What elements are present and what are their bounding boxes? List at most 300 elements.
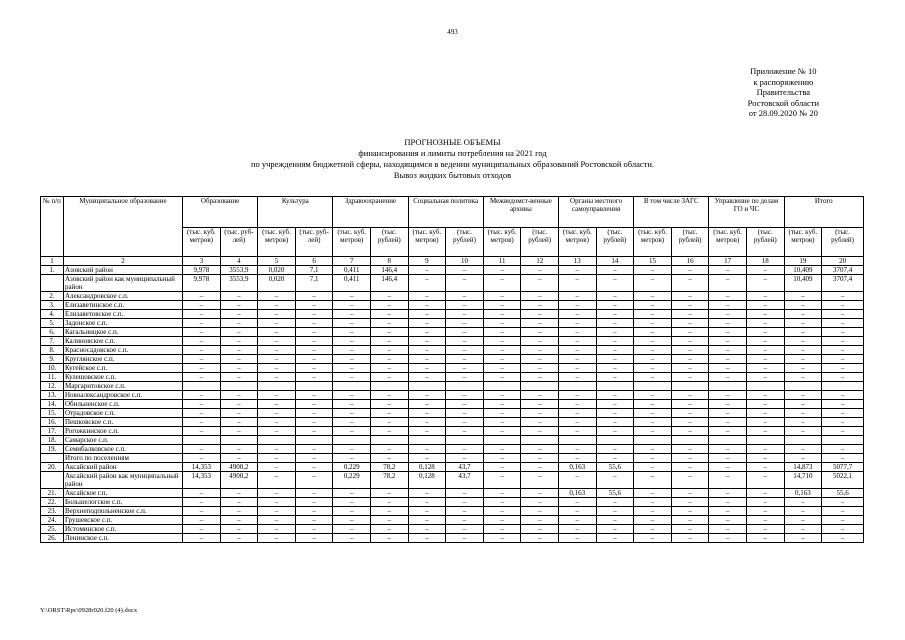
value-cell: – bbox=[446, 319, 484, 328]
value-cell: – bbox=[446, 355, 484, 364]
municipality-name: Самарское с.п. bbox=[63, 436, 182, 445]
row-number: 24. bbox=[41, 516, 64, 525]
value-cell: – bbox=[746, 355, 784, 364]
value-cell: – bbox=[183, 400, 221, 409]
value-cell: – bbox=[634, 525, 672, 534]
data-table bbox=[40, 196, 864, 543]
value-cell: – bbox=[784, 373, 822, 382]
value-cell: – bbox=[183, 418, 221, 427]
value-cell: – bbox=[408, 507, 446, 516]
header-unit: (тыс. рублей) bbox=[671, 228, 709, 257]
value-cell: – bbox=[220, 516, 258, 525]
value-cell bbox=[183, 436, 221, 445]
value-cell: – bbox=[183, 337, 221, 346]
value-cell: – bbox=[483, 534, 521, 543]
header-unit: (тыс. рублей) bbox=[446, 228, 484, 257]
row-number: 7. bbox=[41, 337, 64, 346]
header-column-number: 15 bbox=[634, 257, 672, 266]
value-cell: – bbox=[183, 328, 221, 337]
value-cell: – bbox=[634, 355, 672, 364]
value-cell: – bbox=[784, 454, 822, 463]
value-cell: – bbox=[446, 400, 484, 409]
value-cell: – bbox=[709, 275, 747, 292]
value-cell: – bbox=[408, 445, 446, 454]
value-cell: – bbox=[596, 516, 634, 525]
value-cell: 55,6 bbox=[822, 489, 864, 498]
value-cell: – bbox=[709, 463, 747, 472]
value-cell bbox=[558, 382, 596, 391]
header-group: Социальная политика bbox=[408, 197, 483, 228]
value-cell: – bbox=[371, 534, 409, 543]
value-cell: – bbox=[408, 275, 446, 292]
header-column-number: 19 bbox=[784, 257, 822, 266]
value-cell: – bbox=[671, 454, 709, 463]
value-cell: – bbox=[558, 346, 596, 355]
value-cell: – bbox=[634, 409, 672, 418]
value-cell: – bbox=[822, 454, 864, 463]
value-cell: – bbox=[709, 409, 747, 418]
value-cell: – bbox=[295, 534, 333, 543]
value-cell bbox=[408, 382, 446, 391]
municipality-name: Большелогское с.п. bbox=[63, 498, 182, 507]
value-cell: – bbox=[258, 445, 296, 454]
value-cell: – bbox=[709, 346, 747, 355]
value-cell: – bbox=[822, 534, 864, 543]
header-column-number: 10 bbox=[446, 257, 484, 266]
value-cell bbox=[784, 436, 822, 445]
value-cell: – bbox=[333, 409, 371, 418]
value-cell: – bbox=[333, 489, 371, 498]
value-cell: – bbox=[220, 454, 258, 463]
value-cell: – bbox=[371, 373, 409, 382]
title-line: финансирования и лимиты потребления на 2021 год bbox=[358, 148, 547, 158]
header-group: Культура bbox=[258, 197, 333, 228]
value-cell: – bbox=[521, 454, 559, 463]
value-cell: – bbox=[371, 454, 409, 463]
header-unit: (тыс. рублей) bbox=[521, 228, 559, 257]
value-cell: – bbox=[371, 355, 409, 364]
row-number: 20. bbox=[41, 463, 64, 472]
value-cell: 0,411 bbox=[333, 275, 371, 292]
value-cell: – bbox=[333, 355, 371, 364]
value-cell: – bbox=[521, 400, 559, 409]
table-row bbox=[41, 454, 864, 463]
value-cell: – bbox=[634, 275, 672, 292]
value-cell: – bbox=[558, 373, 596, 382]
value-cell: – bbox=[446, 364, 484, 373]
table-row bbox=[41, 373, 864, 382]
value-cell: – bbox=[671, 418, 709, 427]
value-cell: – bbox=[558, 525, 596, 534]
value-cell: – bbox=[671, 498, 709, 507]
header-unit: (тыс. руб-лей) bbox=[220, 228, 258, 257]
value-cell: – bbox=[258, 400, 296, 409]
value-cell: – bbox=[634, 301, 672, 310]
header-column-number: 14 bbox=[596, 257, 634, 266]
header-column-number: 8 bbox=[371, 257, 409, 266]
appendix-line: Правительства bbox=[756, 87, 811, 97]
value-cell: 14,710 bbox=[784, 472, 822, 489]
value-cell: – bbox=[483, 472, 521, 489]
value-cell: – bbox=[521, 310, 559, 319]
value-cell: – bbox=[746, 364, 784, 373]
value-cell: – bbox=[746, 391, 784, 400]
value-cell: – bbox=[333, 373, 371, 382]
value-cell: – bbox=[746, 463, 784, 472]
municipality-name: Кугейское с.п. bbox=[63, 364, 182, 373]
value-cell bbox=[521, 436, 559, 445]
value-cell: – bbox=[822, 400, 864, 409]
value-cell: – bbox=[671, 534, 709, 543]
value-cell: – bbox=[521, 319, 559, 328]
value-cell: – bbox=[333, 310, 371, 319]
row-number: 12. bbox=[41, 382, 64, 391]
value-cell: – bbox=[446, 489, 484, 498]
municipality-name: Истоминское с.п. bbox=[63, 525, 182, 534]
value-cell bbox=[784, 382, 822, 391]
value-cell: – bbox=[183, 454, 221, 463]
value-cell: – bbox=[408, 310, 446, 319]
table-row bbox=[41, 310, 864, 319]
value-cell: – bbox=[333, 445, 371, 454]
header-column-number: 5 bbox=[258, 257, 296, 266]
table-row bbox=[41, 445, 864, 454]
value-cell: 9,978 bbox=[183, 275, 221, 292]
value-cell: – bbox=[446, 337, 484, 346]
value-cell: – bbox=[295, 373, 333, 382]
value-cell: – bbox=[558, 472, 596, 489]
value-cell: – bbox=[371, 507, 409, 516]
row-number: 17. bbox=[41, 427, 64, 436]
value-cell: – bbox=[784, 355, 822, 364]
header-column-number: 7 bbox=[333, 257, 371, 266]
value-cell: – bbox=[822, 373, 864, 382]
value-cell: – bbox=[709, 310, 747, 319]
value-cell: – bbox=[596, 328, 634, 337]
value-cell: – bbox=[558, 498, 596, 507]
value-cell: – bbox=[483, 310, 521, 319]
header-column-number: 1 bbox=[41, 257, 64, 266]
value-cell: – bbox=[634, 507, 672, 516]
value-cell: – bbox=[709, 373, 747, 382]
value-cell: – bbox=[709, 454, 747, 463]
municipality-name: Азовский район bbox=[63, 266, 182, 275]
value-cell: – bbox=[709, 337, 747, 346]
value-cell: – bbox=[671, 301, 709, 310]
value-cell: – bbox=[558, 310, 596, 319]
value-cell bbox=[558, 436, 596, 445]
municipality-name: Верхнеподпольненское с.п. bbox=[63, 507, 182, 516]
value-cell: – bbox=[220, 355, 258, 364]
value-cell: – bbox=[333, 418, 371, 427]
title-line: по учреждениям бюджетной сферы, находящимся в ведении муниципальных образований Ростовской области. bbox=[250, 159, 655, 169]
value-cell bbox=[446, 436, 484, 445]
value-cell: – bbox=[295, 489, 333, 498]
value-cell bbox=[709, 382, 747, 391]
value-cell: 14,353 bbox=[183, 472, 221, 489]
value-cell bbox=[371, 382, 409, 391]
value-cell: – bbox=[521, 355, 559, 364]
value-cell: – bbox=[596, 364, 634, 373]
value-cell: – bbox=[295, 391, 333, 400]
value-cell: – bbox=[295, 346, 333, 355]
value-cell: – bbox=[183, 319, 221, 328]
value-cell: – bbox=[295, 445, 333, 454]
value-cell: – bbox=[746, 534, 784, 543]
header-group: Межведомст-венные архивы bbox=[483, 197, 558, 228]
header-group: Здравоохранение bbox=[333, 197, 408, 228]
value-cell: – bbox=[671, 310, 709, 319]
value-cell: – bbox=[709, 498, 747, 507]
value-cell: – bbox=[521, 534, 559, 543]
value-cell: – bbox=[521, 373, 559, 382]
value-cell: – bbox=[483, 409, 521, 418]
value-cell bbox=[671, 436, 709, 445]
value-cell: – bbox=[333, 516, 371, 525]
value-cell: – bbox=[596, 534, 634, 543]
value-cell: – bbox=[822, 498, 864, 507]
value-cell: – bbox=[183, 310, 221, 319]
value-cell: – bbox=[371, 319, 409, 328]
municipality-name: Кагальницкое с.п. bbox=[63, 328, 182, 337]
municipality-name: Кулешовское с.п. bbox=[63, 373, 182, 382]
value-cell: – bbox=[709, 427, 747, 436]
value-cell: – bbox=[596, 275, 634, 292]
value-cell: – bbox=[596, 418, 634, 427]
value-cell: – bbox=[220, 534, 258, 543]
value-cell: – bbox=[408, 418, 446, 427]
value-cell: – bbox=[822, 319, 864, 328]
value-cell: – bbox=[746, 498, 784, 507]
value-cell: – bbox=[596, 346, 634, 355]
municipality-name: Семибалковское с.п. bbox=[63, 445, 182, 454]
value-cell: – bbox=[822, 292, 864, 301]
value-cell: – bbox=[784, 534, 822, 543]
appendix-line: Приложение № 10 bbox=[750, 66, 817, 76]
value-cell: – bbox=[596, 472, 634, 489]
table-row bbox=[41, 319, 864, 328]
value-cell: – bbox=[371, 427, 409, 436]
value-cell bbox=[183, 382, 221, 391]
value-cell: – bbox=[258, 489, 296, 498]
value-cell: – bbox=[220, 364, 258, 373]
value-cell: – bbox=[596, 525, 634, 534]
value-cell bbox=[746, 382, 784, 391]
value-cell: – bbox=[295, 498, 333, 507]
value-cell: – bbox=[220, 310, 258, 319]
value-cell bbox=[258, 382, 296, 391]
table-row bbox=[41, 391, 864, 400]
table-row bbox=[41, 355, 864, 364]
header-unit: (тыс. куб. метров) bbox=[183, 228, 221, 257]
value-cell: – bbox=[333, 391, 371, 400]
value-cell: – bbox=[371, 391, 409, 400]
value-cell bbox=[671, 382, 709, 391]
value-cell: – bbox=[596, 266, 634, 275]
value-cell: – bbox=[709, 364, 747, 373]
value-cell: – bbox=[671, 337, 709, 346]
value-cell: – bbox=[295, 319, 333, 328]
value-cell: – bbox=[333, 364, 371, 373]
value-cell: – bbox=[558, 400, 596, 409]
value-cell: – bbox=[521, 266, 559, 275]
value-cell: – bbox=[784, 507, 822, 516]
value-cell: – bbox=[371, 525, 409, 534]
value-cell: – bbox=[371, 445, 409, 454]
value-cell: – bbox=[483, 418, 521, 427]
value-cell: – bbox=[258, 525, 296, 534]
value-cell bbox=[258, 436, 296, 445]
value-cell: – bbox=[295, 355, 333, 364]
value-cell: – bbox=[371, 400, 409, 409]
value-cell: – bbox=[483, 489, 521, 498]
row-number bbox=[41, 472, 64, 489]
value-cell: – bbox=[408, 409, 446, 418]
value-cell: – bbox=[746, 337, 784, 346]
value-cell: – bbox=[258, 516, 296, 525]
value-cell: – bbox=[220, 525, 258, 534]
value-cell bbox=[333, 382, 371, 391]
value-cell: – bbox=[746, 319, 784, 328]
value-cell: – bbox=[483, 355, 521, 364]
value-cell: – bbox=[483, 328, 521, 337]
value-cell: 0,163 bbox=[558, 489, 596, 498]
value-cell: – bbox=[746, 328, 784, 337]
value-cell: – bbox=[183, 292, 221, 301]
value-cell: 0,411 bbox=[333, 266, 371, 275]
value-cell: – bbox=[634, 364, 672, 373]
value-cell: – bbox=[822, 445, 864, 454]
value-cell: – bbox=[746, 418, 784, 427]
value-cell: – bbox=[483, 337, 521, 346]
municipality-name: Отрадовское с.п. bbox=[63, 409, 182, 418]
value-cell: – bbox=[746, 454, 784, 463]
row-number: 16. bbox=[41, 418, 64, 427]
value-cell: – bbox=[183, 534, 221, 543]
value-cell: – bbox=[784, 516, 822, 525]
value-cell: – bbox=[446, 328, 484, 337]
table-row bbox=[41, 463, 864, 472]
value-cell: – bbox=[596, 292, 634, 301]
value-cell: 55,6 bbox=[596, 463, 634, 472]
value-cell: – bbox=[596, 301, 634, 310]
value-cell: – bbox=[183, 301, 221, 310]
value-cell: – bbox=[371, 292, 409, 301]
value-cell: – bbox=[709, 319, 747, 328]
value-cell: – bbox=[709, 534, 747, 543]
value-cell: – bbox=[634, 427, 672, 436]
value-cell: – bbox=[483, 301, 521, 310]
value-cell: – bbox=[371, 328, 409, 337]
municipality-name: Красносадовское с.п. bbox=[63, 346, 182, 355]
value-cell: – bbox=[183, 498, 221, 507]
value-cell: – bbox=[746, 310, 784, 319]
value-cell: – bbox=[371, 301, 409, 310]
value-cell: 43,7 bbox=[446, 463, 484, 472]
value-cell: – bbox=[746, 301, 784, 310]
value-cell: – bbox=[258, 346, 296, 355]
value-cell: – bbox=[634, 328, 672, 337]
value-cell: – bbox=[408, 427, 446, 436]
value-cell: – bbox=[258, 409, 296, 418]
header-group: Итого bbox=[784, 197, 863, 228]
header-column-number: 2 bbox=[63, 257, 182, 266]
value-cell: 0,163 bbox=[558, 463, 596, 472]
value-cell: – bbox=[183, 346, 221, 355]
value-cell: – bbox=[258, 427, 296, 436]
table-row bbox=[41, 498, 864, 507]
value-cell: 146,4 bbox=[371, 266, 409, 275]
value-cell: – bbox=[521, 427, 559, 436]
table-row bbox=[41, 382, 864, 391]
value-cell: – bbox=[558, 292, 596, 301]
value-cell: – bbox=[408, 373, 446, 382]
value-cell: – bbox=[596, 373, 634, 382]
row-number: 26. bbox=[41, 534, 64, 543]
value-cell: – bbox=[558, 516, 596, 525]
value-cell: – bbox=[558, 409, 596, 418]
value-cell: – bbox=[483, 427, 521, 436]
row-number bbox=[41, 275, 64, 292]
value-cell: – bbox=[822, 507, 864, 516]
value-cell: – bbox=[558, 328, 596, 337]
table-row bbox=[41, 436, 864, 445]
value-cell: – bbox=[671, 346, 709, 355]
value-cell: – bbox=[558, 445, 596, 454]
value-cell: 0,020 bbox=[258, 266, 296, 275]
title-line: ПРОГНОЗНЫЕ ОБЪЕМЫ bbox=[404, 137, 501, 147]
table-row bbox=[41, 418, 864, 427]
value-cell: – bbox=[371, 346, 409, 355]
value-cell: – bbox=[746, 427, 784, 436]
value-cell: – bbox=[784, 525, 822, 534]
value-cell: – bbox=[295, 310, 333, 319]
value-cell bbox=[295, 382, 333, 391]
value-cell: – bbox=[558, 319, 596, 328]
municipality-name: Маргаритовское с.п. bbox=[63, 382, 182, 391]
value-cell: – bbox=[333, 301, 371, 310]
value-cell bbox=[483, 436, 521, 445]
value-cell: – bbox=[371, 489, 409, 498]
value-cell: – bbox=[295, 427, 333, 436]
value-cell: – bbox=[408, 489, 446, 498]
value-cell: 10,409 bbox=[784, 275, 822, 292]
value-cell: – bbox=[822, 346, 864, 355]
value-cell: – bbox=[483, 266, 521, 275]
value-cell bbox=[596, 382, 634, 391]
value-cell: – bbox=[521, 498, 559, 507]
value-cell: – bbox=[446, 427, 484, 436]
municipality-name: Аксайский район bbox=[63, 463, 182, 472]
value-cell: – bbox=[258, 337, 296, 346]
value-cell: – bbox=[822, 310, 864, 319]
value-cell: – bbox=[258, 472, 296, 489]
value-cell: – bbox=[521, 301, 559, 310]
row-number: 19. bbox=[41, 445, 64, 454]
row-number: 5. bbox=[41, 319, 64, 328]
value-cell: – bbox=[333, 328, 371, 337]
value-cell: 78,2 bbox=[371, 463, 409, 472]
value-cell: – bbox=[558, 391, 596, 400]
header-column-number: 13 bbox=[558, 257, 596, 266]
municipality-name: Аксайский район как муниципальный район bbox=[63, 472, 182, 489]
value-cell: – bbox=[220, 373, 258, 382]
value-cell: – bbox=[483, 525, 521, 534]
value-cell: 0,163 bbox=[784, 489, 822, 498]
value-cell: 3707,4 bbox=[822, 275, 864, 292]
value-cell: – bbox=[295, 301, 333, 310]
value-cell: 3553,9 bbox=[220, 266, 258, 275]
